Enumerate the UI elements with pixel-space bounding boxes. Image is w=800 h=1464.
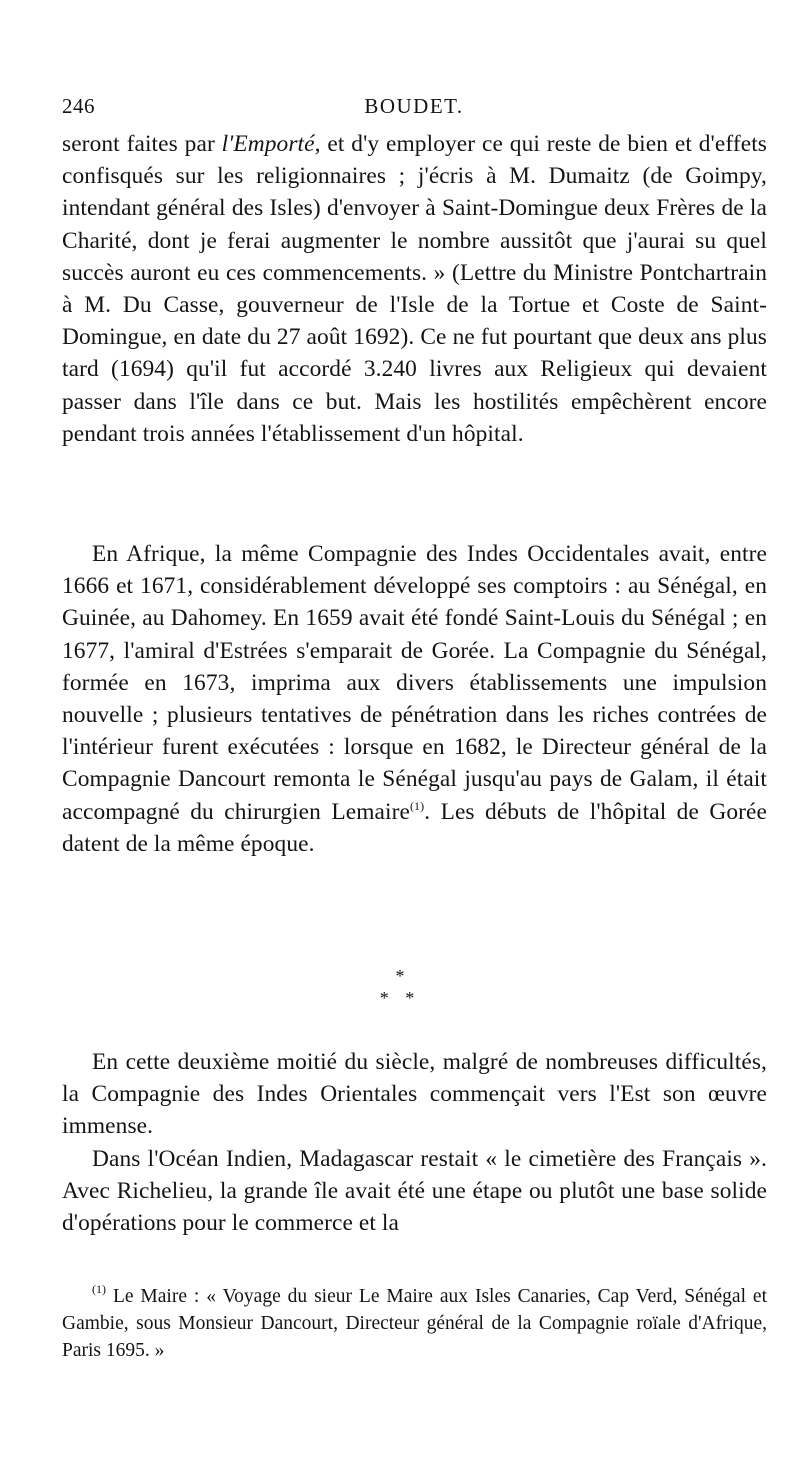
footnote [62, 1283, 767, 1364]
text-block-2 [62, 538, 767, 860]
paragraph-1-rest: , et d'y employer ce qui reste de bien et d'effets confisqués sur les religionnaires ; j'écris à M. Dumaitz (de Goimpy, intendant général des Isles) d'envoyer à Saint-Domingue deux Frères de la Charité, dont je ferai augmenter le nombre aussitôt que j'aurai su quel succès auront eu ces commencements. » (Lettre du Ministre Pontchartrain à M. Du Casse, gouverneur de l'Isle de la Tortue et Coste de Saint-Domingue, en date du 27 août 1692). Ce ne fut pourtant que deux ans plus tard (1694) qu'il fut accordé 3.240 livres aux Religieux qui devaient passer dans l'île dans ce but. Mais les hostilités empêchèrent encore pendant trois années l'établissement d'un hôpital. [62, 131, 767, 447]
asterism-bottom: * * [379, 988, 421, 1008]
page-number: 246 [62, 94, 95, 118]
running-head: BOUDET. [364, 94, 464, 118]
page-header [62, 94, 766, 122]
paragraph-2-text: En Afrique, la même Compagnie des Indes Occidentales avait, entre 1666 et 1671, considérablement développé ses comptoirs : au Sénégal, en Guinée, au Dahomey. En 1659 avait été fondé Saint-Louis du Sénégal ; en 1677, l'amiral d'Estrées s'emparait de Gorée. La Compagnie du Sénégal, formée en 1673, imprima aux divers établissements une impulsion nouvelle ; plusieurs tentatives de pénétration dans les riches contrées de l'intérieur furent exécutées : lorsque en 1682, le Directeur général de la Compagnie Dancourt remonta le Sénégal jusqu'au pays de Galam, il était accompagné du chirurgien Lemaire [62, 541, 767, 825]
paragraph-2-end: . Les débuts de l'hôpital de Gorée datent de la même époque. [62, 798, 767, 857]
asterism-top: * [395, 966, 405, 986]
footnote-mark: (1) [92, 1282, 106, 1296]
ship-name-italic: l'Emporté [221, 131, 315, 157]
paragraph-1-start: seront faites par [62, 131, 222, 157]
footnote-reference: (1) [409, 798, 425, 813]
text-block-1 [62, 128, 767, 450]
text-block-3 [62, 1046, 767, 1239]
paragraph-madagascar: Dans l'Océan Indien, Madagascar restait « le cimetière des Français ». Avec Richelieu, la grande île avait été une étape ou plutôt une base solide d'opérations pour le commerce et la [62, 1145, 767, 1237]
paragraph-continued [62, 128, 767, 450]
paragraph-africa [62, 538, 767, 860]
paragraph-indes-orientales: En cette deuxième moitié du siècle, malgré de nombreuses difficultés, la Compagnie des Indes Orientales commençait vers l'Est son œuvre immense. [62, 1049, 767, 1140]
footnote-text: Le Maire : « Voyage du sieur Le Maire aux Isles Canaries, Cap Verd, Sénégal et Gambie, sous Monsieur Dancourt, Directeur général de la Compagnie roïale d'Afrique, Paris 1695. » [62, 1286, 768, 1361]
